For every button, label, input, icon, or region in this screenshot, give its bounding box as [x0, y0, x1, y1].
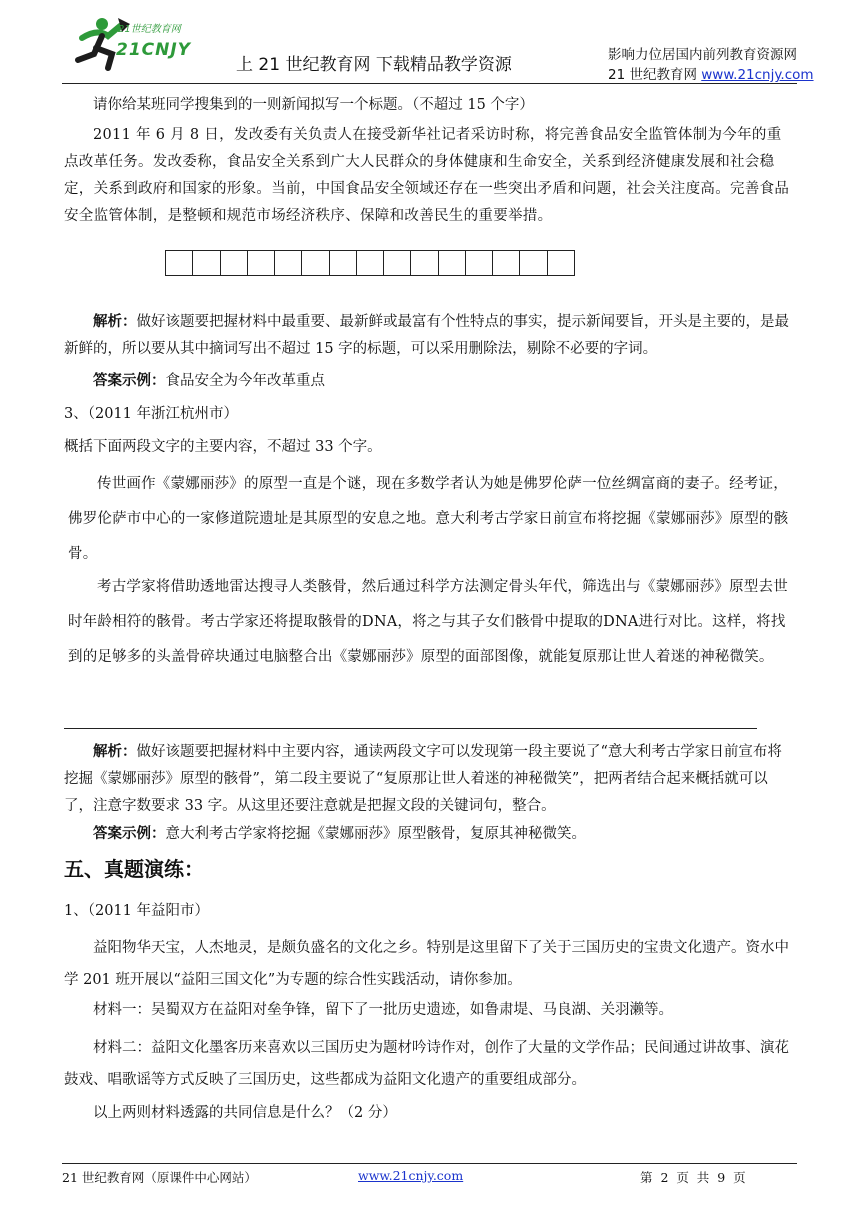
grid-cell[interactable] [439, 250, 466, 276]
q2-answer-text: 食品安全为今年改革重点 [165, 373, 325, 389]
footer-link[interactable]: www.21cnjy.com [358, 1168, 464, 1183]
s5-material2: 材料二：益阳文化墨客历来喜欢以三国历史为题材吟诗作对，创作了大量的文学作品；民间通过讲故事、演花鼓戏、唱歌谣等方式反映了三国历史，这些都成为益阳文化遗产的重要组成部分。 [64, 1040, 789, 1088]
q2-analysis [64, 308, 794, 363]
grid-cell[interactable] [330, 250, 357, 276]
q3-analysis [64, 738, 794, 820]
q3-para2: 考古学家将借助透地雷达搜寻人类骸骨，然后通过科学方法测定骨头年代，筛选出与《蒙娜丽莎》原型去世时年龄相符的骸骨。考古学家还将提取骸骨的DNA，将之与其子女们骸骨中提取的DNA进行对比。这样，将找到的足够多的头盖骨碎块通过电脑整合出《蒙娜丽莎》原型的面部图像，就能复原那让世人着迷的神秘微笑。 [68, 579, 788, 665]
q3-analysis-text: 做好该题要把握材料中主要内容，通读两段文字可以发现第一段主要说了“意大利考古学家日前宣布将挖掘《蒙娜丽莎》原型的骸骨”，第二段主要说了“复原那让世人着迷的神秘微笑”，把两者结合起来概括就可以了，注意字数要求 33 字。从这里还要注意就是把握文段的关键词句，整合。 [64, 744, 782, 814]
q2-analysis-label: 解析： [93, 313, 137, 330]
s5-intro: 益阳物华天宝，人杰地灵，是颇负盛名的文化之乡。特别是这里留下了关于三国历史的宝贵文化遗产。资水中学 201 班开展以“益阳三国文化”为专题的综合性实践活动，请你参加。 [64, 940, 789, 988]
logo-text-top: 21世纪教育网 [118, 24, 181, 35]
s5-material1: 材料一：吴蜀双方在益阳对垒争锋，留下了一批历史遗迹，如鲁肃堤、马良湖、关羽濑等。 [93, 1002, 673, 1018]
header-slogan: 影响力位居国内前列教育资源网 [608, 47, 797, 63]
grid-cell[interactable] [302, 250, 329, 276]
header-site-link[interactable]: www.21cnjy.com [701, 67, 814, 83]
grid-cell[interactable] [193, 250, 220, 276]
title-answer-grid[interactable] [165, 250, 575, 276]
answer-line[interactable] [64, 728, 757, 729]
q3-answer [64, 820, 794, 848]
q3-answer-text: 意大利考古学家将挖掘《蒙娜丽莎》原型骸骨，复原其神秘微笑。 [165, 826, 586, 842]
footer-divider [62, 1163, 797, 1164]
grid-cell[interactable] [466, 250, 493, 276]
header-site-label: 21 世纪教育网 [608, 67, 702, 83]
q3-answer-label: 答案示例： [93, 825, 166, 842]
footer-left: 21 世纪教育网（原课件中心网站） [62, 1170, 257, 1185]
grid-cell[interactable] [493, 250, 520, 276]
grid-cell[interactable] [520, 250, 547, 276]
footer-link-wrap [358, 1168, 463, 1183]
q2-analysis-text: 做好该题要把握材料中最重要、最新鲜或最富有个性特点的事实，提示新闻要旨，开头是主要的，是最新鲜的，所以要从其中摘词写出不超过 15 字的标题，可以采用删除法，剔除不必要的字词。 [64, 314, 789, 357]
header-site [608, 63, 814, 83]
s5-q1-source: 1、（2011 年益阳市） [64, 903, 209, 919]
q3-para1: 传世画作《蒙娜丽莎》的原型一直是个谜，现在多数学者认为她是佛罗伦萨一位丝绸富商的妻子。经考证，佛罗伦萨市中心的一家修道院遗址是其原型的安息之地。意大利考古学家日前宣布将挖掘《蒙娜丽莎》原型的骸骨。 [68, 476, 789, 562]
header-title: 上 21 世纪教育网 下载精品教学资源 [236, 55, 512, 75]
q3-analysis-label: 解析： [93, 743, 137, 760]
site-logo [68, 14, 208, 74]
q3-source: 3、（2011 年浙江杭州市） [64, 406, 238, 422]
logo-brand: 21CNJY [116, 40, 191, 60]
q2-news: 2011 年 6 月 8 日，发改委有关负责人在接受新华社记者采访时称，将完善食品安全监管体制为今年的重点改革任务。发改委称，食品安全关系到广大人民群众的身体健康和生命安全，关系到经济健康发展和社会稳定，关系到政府和国家的形象。当前，中国食品安全领域还存在一些突出矛盾和问题，社会关注度高。完善食品安全监管体制，是整顿和规范市场经济秩序、保障和改善民生的重要举措。 [64, 127, 790, 224]
grid-cell[interactable] [275, 250, 302, 276]
footer-page-number: 第 2 页 共 9 页 [640, 1170, 746, 1185]
q2-answer [64, 367, 794, 395]
grid-cell[interactable] [248, 250, 275, 276]
grid-cell[interactable] [548, 250, 575, 276]
q3-prompt: 概括下面两段文字的主要内容，不超过 33 个字。 [64, 439, 382, 455]
q2-answer-label: 答案示例： [93, 372, 166, 389]
s5-question: 以上两则材料透露的共同信息是什么？（2 分） [93, 1105, 397, 1121]
grid-cell[interactable] [165, 250, 193, 276]
grid-cell[interactable] [411, 250, 438, 276]
q2-prompt: 请你给某班同学搜集到的一则新闻拟写一个标题。（不超过 15 个字） [93, 97, 534, 113]
header-divider [62, 83, 797, 84]
grid-cell[interactable] [221, 250, 248, 276]
grid-cell[interactable] [384, 250, 411, 276]
section-title: 五、真题演练： [64, 857, 204, 881]
grid-cell[interactable] [357, 250, 384, 276]
